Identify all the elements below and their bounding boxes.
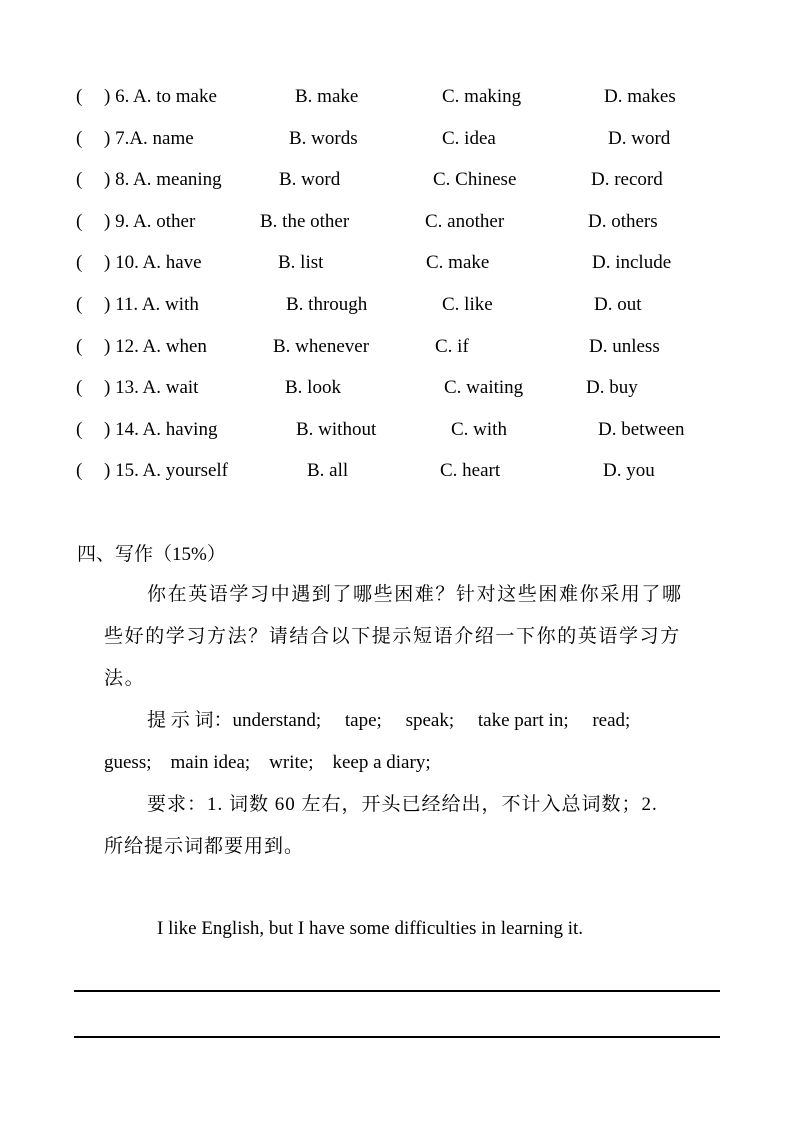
question-row-14 [0,415,794,445]
option-c: C. idea [442,128,496,149]
question-number-option-a: ) 10. A. have [104,252,202,273]
question-number-option-a: ) 8. A. meaning [104,169,222,190]
option-c: C. waiting [444,377,524,398]
question-row-12 [0,332,794,362]
writing-prompt-line: 些好的学习方法？请结合以下提示短语介绍一下你的英语学习方 [104,626,681,647]
option-c: C. if [435,336,469,357]
hint-words-line: guess; main idea; write; keep a diary; [104,752,431,773]
option-d: D. others [588,211,658,232]
question-number-option-a: ) 7.A. name [104,128,194,149]
answer-paren-open: ( [76,86,83,107]
answer-paren-open: ( [76,460,83,481]
question-row-6 [0,82,794,112]
answer-paren-open: ( [76,377,83,398]
requirements-line: 所给提示词都要用到。 [104,836,305,857]
option-c: C. another [425,211,505,232]
writing-prompt-line: 你在英语学习中遇到了哪些困难？针对这些困难你采用了哪 [147,584,683,605]
question-number-option-a: ) 15. A. yourself [104,460,229,481]
section-heading-writing: 四、写作（15%） [77,544,226,565]
answer-paren-open: ( [76,419,83,440]
question-row-13 [0,373,794,403]
option-c: C. like [442,294,493,315]
question-number-option-a: ) 13. A. wait [104,377,199,398]
option-d: D. record [591,169,663,190]
option-c: C. Chinese [433,169,517,190]
option-b: B. list [278,252,324,273]
question-number-option-a: ) 14. A. having [104,419,218,440]
answer-paren-open: ( [76,211,83,232]
option-c: C. making [442,86,522,107]
option-d: D. makes [604,86,676,107]
answer-paren-open: ( [76,294,83,315]
option-d: D. unless [589,336,660,357]
option-d: D. you [603,460,655,481]
hint-words-line: 提 示 词：understand; tape; speak; take part in; read; [147,710,631,731]
writing-prompt-line: 法。 [104,668,146,689]
option-d: D. include [592,252,672,273]
option-b: B. word [279,169,341,190]
option-b: B. the other [260,211,350,232]
question-row-10 [0,248,794,278]
requirements-line: 要求：1. 词数 60 左右，开头已经给出，不计入总词数；2. [147,794,658,815]
answer-paren-open: ( [76,169,83,190]
question-row-8 [0,165,794,195]
question-number-option-a: ) 6. A. to make [104,86,217,107]
question-number-option-a: ) 9. A. other [104,211,196,232]
option-d: D. word [608,128,671,149]
answer-paren-open: ( [76,128,83,149]
option-b: B. look [285,377,341,398]
opening-sentence: I like English, but I have some difficulties in learning it. [157,918,584,939]
option-b: B. words [289,128,358,149]
question-row-15 [0,456,794,486]
option-b: B. through [286,294,368,315]
option-d: D. buy [586,377,638,398]
question-row-11 [0,290,794,320]
option-d: D. between [598,419,685,440]
question-row-7 [0,124,794,154]
question-row-9 [0,207,794,237]
option-b: B. make [295,86,359,107]
question-number-option-a: ) 11. A. with [104,294,199,315]
question-number-option-a: ) 12. A. when [104,336,207,357]
answer-paren-open: ( [76,252,83,273]
option-d: D. out [594,294,642,315]
option-b: B. without [296,419,377,440]
answer-line[interactable] [74,990,720,992]
option-c: C. with [451,419,507,440]
option-b: B. all [307,460,349,481]
answer-paren-open: ( [76,336,83,357]
option-c: C. make [426,252,490,273]
option-b: B. whenever [273,336,370,357]
answer-line[interactable] [74,1036,720,1038]
option-c: C. heart [440,460,501,481]
